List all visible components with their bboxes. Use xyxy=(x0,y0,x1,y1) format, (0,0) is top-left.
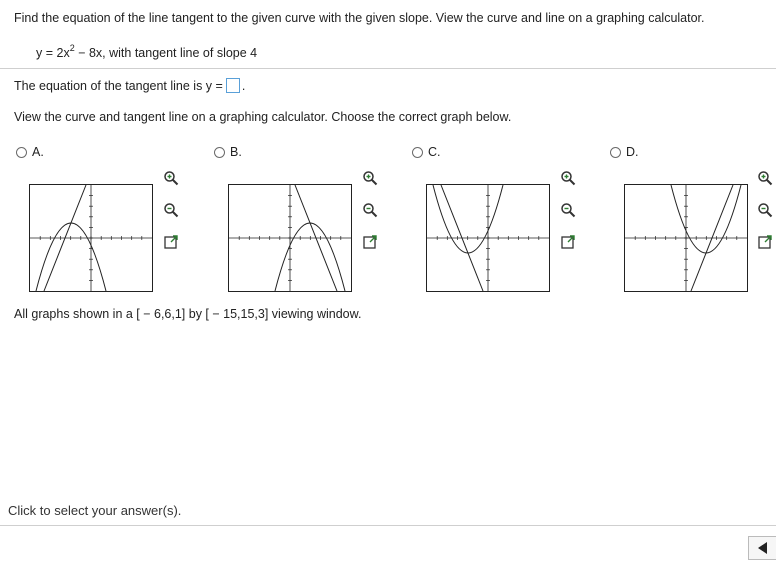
status-text: Click to select your answer(s). xyxy=(8,503,182,518)
choice-a-label: A. xyxy=(32,145,44,159)
choice-d-radio[interactable] xyxy=(610,147,621,158)
equation-base: y = 2x xyxy=(36,46,70,61)
zoom-in-icon[interactable] xyxy=(163,170,179,186)
expand-icon[interactable] xyxy=(163,234,179,250)
expand-icon[interactable] xyxy=(757,234,773,250)
graph-a-svg xyxy=(30,185,152,291)
graph-c-svg xyxy=(427,185,549,291)
graph-c[interactable] xyxy=(426,184,550,292)
zoom-out-icon[interactable] xyxy=(362,202,378,218)
zoom-in-icon[interactable] xyxy=(560,170,576,186)
question-equation xyxy=(36,44,257,60)
equation-rest: − 8x, with tangent line of slope 4 xyxy=(74,46,258,61)
zoom-out-icon[interactable] xyxy=(757,202,773,218)
choice-d-label: D. xyxy=(626,145,639,159)
zoom-out-icon[interactable] xyxy=(560,202,576,218)
footer-divider xyxy=(0,525,776,526)
answer-row xyxy=(14,78,245,93)
zoom-out-icon[interactable] xyxy=(163,202,179,218)
next-button[interactable] xyxy=(748,536,776,560)
graph-d-svg xyxy=(625,185,747,291)
expand-icon[interactable] xyxy=(560,234,576,250)
choice-c-radio[interactable] xyxy=(412,147,423,158)
graph-b-svg xyxy=(229,185,351,291)
choice-c-label: C. xyxy=(428,145,441,159)
zoom-in-icon[interactable] xyxy=(362,170,378,186)
choice-a[interactable] xyxy=(16,145,44,159)
answer-label: The equation of the tangent line is y = xyxy=(14,78,223,93)
choice-b[interactable] xyxy=(214,145,242,159)
answer-input[interactable] xyxy=(226,78,240,93)
choice-a-radio[interactable] xyxy=(16,147,27,158)
viewing-window-note: All graphs shown in a [ − 6,6,1] by [ − 15,15,3] viewing window. xyxy=(14,307,362,321)
answer-period: . xyxy=(241,78,246,93)
zoom-in-icon[interactable] xyxy=(757,170,773,186)
question-prompt: Find the equation of the line tangent to the given curve with the given slope. View the curve and line on a graphing calculator. xyxy=(14,11,705,25)
expand-icon[interactable] xyxy=(362,234,378,250)
graph-b[interactable] xyxy=(228,184,352,292)
graph-d[interactable] xyxy=(624,184,748,292)
divider xyxy=(0,68,776,69)
choose-prompt: View the curve and tangent line on a graphing calculator. Choose the correct graph below. xyxy=(14,110,512,124)
choice-b-radio[interactable] xyxy=(214,147,225,158)
equation-exponent: 2 xyxy=(69,43,75,53)
choice-c[interactable] xyxy=(412,145,441,159)
next-arrow-icon xyxy=(758,542,768,554)
graph-a[interactable] xyxy=(29,184,153,292)
choice-d[interactable] xyxy=(610,145,639,159)
choice-b-label: B. xyxy=(230,145,242,159)
